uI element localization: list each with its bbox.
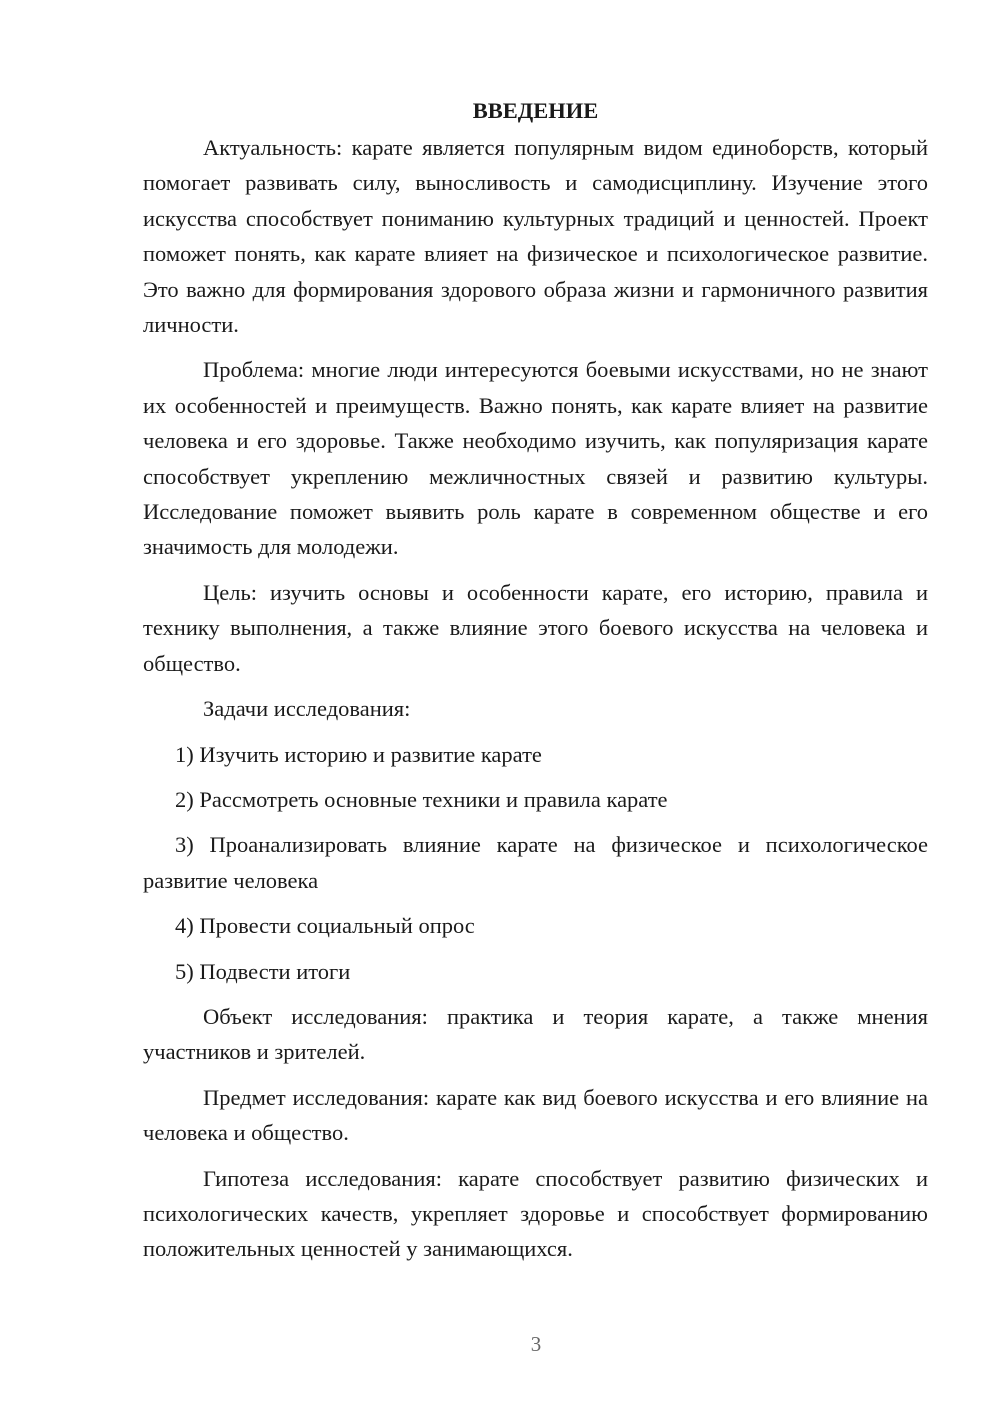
tasks-heading: Задачи исследования: [203, 696, 411, 722]
goal-paragraph: Цель: изучить основы и особенности карате, его историю, правила и технику выполнения, а также влияние этого боевого искусства на человека и общество. [143, 579, 928, 676]
task-item-3: 3) Проанализировать влияние карате на физическое и психологическое развитие человека [143, 832, 928, 893]
task-item-4: 4) Провести социальный опрос [175, 913, 475, 939]
page-number: 3 [530, 1332, 542, 1356]
subject-paragraph: Предмет исследования: карате как вид боевого искусства и его влияние на человека и общество. [143, 1084, 928, 1146]
document-page [143, 96, 928, 1277]
relevance-paragraph: Актуальность: карате является популярным видом единоборств, который помогает развивать силу, выносливость и самодисциплину. Изучение этого искусства способствует пониманию культурных традиций и ценностей. Проект поможет понять, как карате влияет на физическое и психологическое развитие. Это важно для формирования здорового образа жизни и гармоничного развития личности. [143, 135, 928, 338]
hypothesis-paragraph: Гипотеза исследования: карате способствует развитию физических и психологических качеств, укрепляет здоровье и способствует формированию положительных ценностей у занимающихся. [143, 1165, 928, 1262]
problem-paragraph: Проблема: многие люди интересуются боевыми искусствами, но не знают их особенностей и преимуществ. Важно понять, как карате влияет на развитие человека и его здоровье. Также необходимо изучить, как популяризация карате способствует укреплению межличностных связей и развитию культуры. Исследование поможет выявить роль карате в современном обществе и его значимость для молодежи. [143, 357, 928, 560]
task-item-5: 5) Подвести итоги [175, 958, 351, 984]
page-title: ВВЕДЕНИЕ [472, 98, 599, 123]
task-item-1: 1) Изучить историю и развитие карате [175, 741, 542, 767]
task-item-2: 2) Рассмотреть основные техники и правила карате [175, 786, 668, 812]
object-paragraph: Объект исследования: практика и теория карате, а также мнения участников и зрителей. [143, 1003, 928, 1065]
